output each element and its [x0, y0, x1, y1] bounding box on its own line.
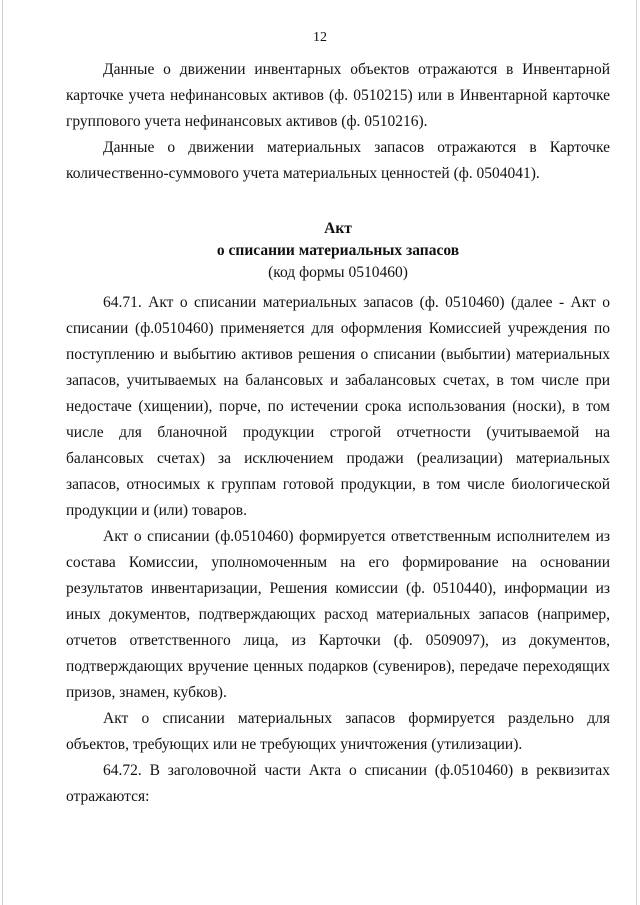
page-edge-right — [636, 0, 637, 905]
paragraph-material-stocks: Данные о движении материальных запасов отражаются в Карточке количественно-суммового учета материальных ценностей (ф. 0504041). — [66, 139, 610, 182]
section-title-line1: Акт — [324, 220, 352, 237]
paragraph-formation: Акт о списании (ф.0510460) формируется ответственным исполнителем из состава Комиссии, уполномоченным на его формирование на основании результатов инвентаризации, Решения комиссии (ф. 0510440), информации из иных документов, подтверждающих расход материальных запасов (например, отчетов ответственного лица, из Карточки (ф. 0509097), из документов, подтверждающих вручение ценных подарков (сувениров), передаче переходящих призов, знамен, кубков). — [66, 528, 610, 701]
section-title-line2: о списании материальных запасов — [216, 242, 460, 259]
section-heading — [66, 218, 610, 284]
paragraph-inventory-objects: Данные о движении инвентарных объектов отражаются в Инвентарной карточке учета нефинансовых активов (ф. 0510215) или в Инвентарной карточке группового учета нефинансовых активов (ф. 0510216). — [66, 61, 610, 130]
section-subtitle: (код формы 0510460) — [268, 264, 408, 281]
paragraph-64-71: 64.71. Акт о списании материальных запасов (ф. 0510460) (далее - Акт о списании (ф.0510460) применяется для оформления Комиссией учреждения по поступлению и выбытию активов решения о списании (выбытии) материальных запасов, учитываемых на балансовых и забалансовых счетах, в том числе при недостаче (хищении), порче, по истечении срока использования (носки), в том числе для бланочной продукции строгой отчетности (учитываемой на балансовых счетах) за исключением продажи (реализации) материальных запасов, относимых к группам готовой продукции, в том числе биологической продукции и (или) товаров. — [66, 294, 610, 519]
intro-block — [66, 57, 610, 187]
paragraph-64-72: 64.72. В заголовочной части Акта о списании (ф.0510460) в реквизитах отражаются: — [66, 762, 610, 805]
page-edge-left — [2, 0, 3, 905]
main-text-block — [66, 290, 610, 810]
paragraph-separate: Акт о списании материальных запасов формируется раздельно для объектов, требующих или не требующих уничтожения (утилизации). — [66, 710, 610, 753]
page-number: 12 — [313, 30, 327, 45]
